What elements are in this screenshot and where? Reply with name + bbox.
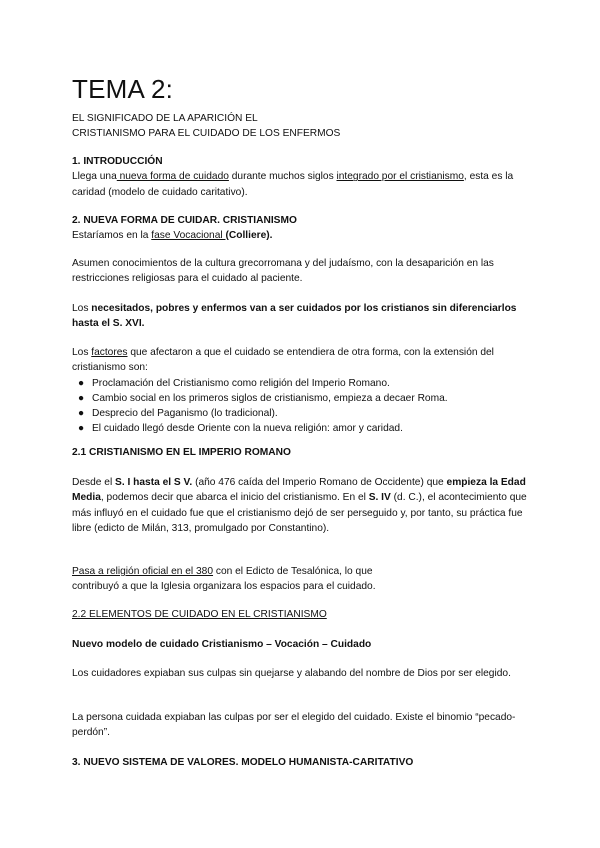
list-item: ● El cuidado llegó desde Oriente con la nueva religión: amor y caridad. bbox=[78, 423, 403, 435]
document-content bbox=[72, 74, 532, 768]
section-heading: 1. INTRODUCCIÓN bbox=[72, 156, 163, 167]
paragraph: Los cuidadores expiaban sus culpas sin quejarse y alabando del nombre de Dios por ser elegido. bbox=[72, 668, 511, 679]
list-item: ● Proclamación del Cristianismo como religión del Imperio Romano. bbox=[78, 377, 390, 389]
list-item: ● Cambio social en los primeros siglos de cristianismo, empieza a decaer Roma. bbox=[78, 392, 448, 404]
factores-list bbox=[72, 376, 532, 437]
section-heading-3: 3. NUEVO SISTEMA DE VALORES. MODELO HUMANISTA-CARITATIVO bbox=[72, 757, 414, 768]
paragraph-factores: Los factores que afectaron a que el cuidado se entendiera de otra forma, con la extensión del cristianismo son: ● Proclamación del Cristianismo como religión del Imperio Romano. ● Cambio social en los primeros siglos de cristianismo, empieza a decaer Roma. ● Desprecio del Paganismo (lo tradicional). ● El cuidado llegó desde Oriente con la nueva religión: amor y caridad. bbox=[72, 345, 532, 437]
paragraph: La persona cuidada expiaban las culpas por ser el elegido del cuidado. Existe el binomio “pecado-perdón”. bbox=[72, 712, 516, 739]
section-heading-2-2: 2.2 ELEMENTOS DE CUIDADO EN EL CRISTIANISMO bbox=[72, 609, 327, 620]
section-nueva-forma bbox=[72, 213, 532, 244]
paragraph: Asumen conocimientos de la cultura grecorromana y del judaísmo, con la desaparición en las restricciones religiosas para el cuidado al paciente. bbox=[72, 258, 494, 285]
paragraph: Pasa a religión oficial en el 380 con el Edicto de Tesalónica, lo que contribuyó a que la Iglesia organizara los espacios para el cuidado. bbox=[72, 566, 376, 593]
section-introduccion bbox=[72, 154, 532, 200]
paragraph: Los necesitados, pobres y enfermos van a ser cuidados por los cristianos sin diferenciarlos hasta el S. XVI. bbox=[72, 303, 517, 330]
subtitle-line-2: CRISTIANISMO PARA EL CUIDADO DE LOS ENFERMOS bbox=[72, 127, 341, 139]
page-title: TEMA 2: bbox=[72, 74, 174, 104]
paragraph: Desde el S. I hasta el S V. (año 476 caída del Imperio Romano de Occidente) que empieza la Edad Media, podemos decir que abarca el inicio del cristianismo. En el S. IV (d. C.), el acontecimiento que más influyó en el cuidado fue que el cristianismo dejó de ser perseguido y, por tanto, su práctica fue libre (edicto de Milán, 313, promulgado por Constantino). bbox=[72, 477, 527, 534]
section-heading-2-1: 2.1 CRISTIANISMO EN EL IMPERIO ROMANO bbox=[72, 447, 291, 458]
section-heading: 2. NUEVA FORMA DE CUIDAR. CRISTIANISMO bbox=[72, 215, 297, 226]
subtitle-line-1: EL SIGNIFICADO DE LA APARICIÓN EL bbox=[72, 113, 258, 124]
paragraph: Llega una nueva forma de cuidado durante muchos siglos integrado por el cristianismo, esta es la caridad (modelo de cuidado caritativo). bbox=[72, 171, 514, 198]
list-item: ● Desprecio del Paganismo (lo tradicional). bbox=[78, 408, 278, 420]
subtitle bbox=[72, 112, 532, 141]
paragraph: Estaríamos en la fase Vocacional (Colliere). bbox=[72, 230, 273, 242]
model-heading: Nuevo modelo de cuidado Cristianismo – Vocación – Cuidado bbox=[72, 639, 372, 650]
